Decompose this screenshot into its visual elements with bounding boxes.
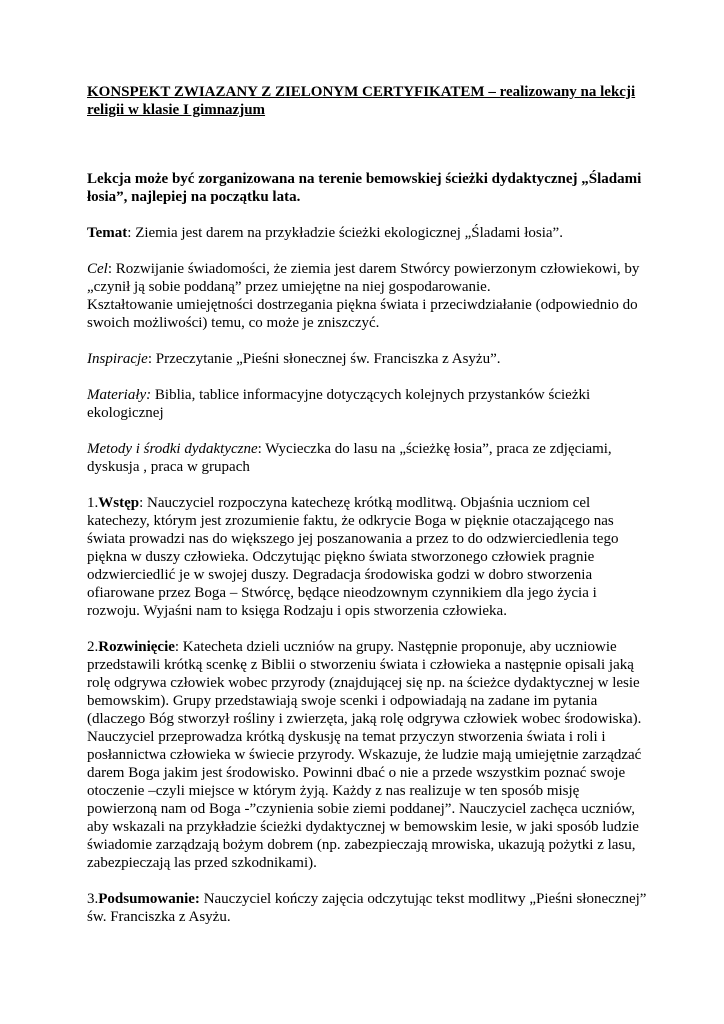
cel-text-2: Kształtowanie umiejętności dostrzegania piękna świata i przeciwdziałanie (odpowiednio do swoich możliwości) temu, co może je zniszczyć. [87,297,638,331]
materialy-paragraph [87,386,647,422]
wstep-paragraph [87,494,647,620]
inspiracje-label: Inspiracje [87,351,148,367]
podsumowanie-number: 3. [87,891,99,907]
metody-label: Metody i środki dydaktyczne [87,441,258,457]
inspiracje-text: : Przeczytanie „Pieśni słonecznej św. Franciszka z Asyżu”. [147,351,501,367]
cel-label: Cel [87,261,108,277]
rozwiniecie-number: 2. [87,639,99,655]
cel-section [87,260,647,332]
cel-text-1: : Rozwijanie świadomości, że ziemia jest darem Stwórcy powierzonym człowiekowi, by „czynił ją sobie poddaną” przez umiejętne na niej gospodarowanie. [87,261,640,295]
materialy-text: Biblia, tablice informacyjne dotyczących kolejnych przystanków ścieżki ekologicznej [87,387,591,421]
materialy-label: Materiały: [87,387,152,403]
temat-paragraph [87,224,647,242]
rozwiniecie-paragraph [87,638,647,872]
wstep-text: : Nauczyciel rozpoczyna katechezę krótką modlitwą. Objaśnia uczniom cel katechezy, którym jest zrozumienie faktu, że odkrycie Boga w pięknie otaczającego nas świata prowadzi nas do większego jej poszanowania a przez to do odzwierciedlenia tego piękna w duszy człowieka. Odczytując piękno świata stworzonego człowiek pragnie odzwierciedlić je w swojej duszy. Degradacja środowiska godzi w dobro stworzenia ofiarowane przez Boga – Stwórcę, będące nieodzownym czynnikiem dla jego życia i rozwoju. Wyjaśni nam to księga Rodzaju i opis stworzenia człowieka. [87,495,619,619]
inspiracje-paragraph [87,350,647,368]
cel-paragraph [87,260,647,296]
rozwiniecie-text: : Katecheta dzieli uczniów na grupy. Następnie proponuje, aby uczniowie przedstawili krótką scenkę z Biblii o stworzeniu świata i człowieka a następnie opisali jaką rolę odgrywa człowiek wobec przyrody (znajdującej się np. na ścieżce dydaktycznej w lesie bemowskim). Grupy przedstawiają swoje scenki i odpowiadają na zadane im pytania (dlaczego Bóg stworzył rośliny i zwierzęta, jaką rolę odgrywa człowiek wobec środowiska). Nauczyciel przeprowadza krótką dyskusję na temat przyczyn stworzenia świata i roli i posłannictwa człowieka w świecie przyrody. Wskazuje, że ludzie mają umiejętnie zarządzać darem Boga jakim jest środowisko. Powinni dbać o nie a przede wszystkim poznać swoje otoczenie –czyli miejsce w którym żyją. Każdy z nas realizuje w ten sposób misję powierzoną nam od Boga -”czynienia sobie ziemi poddanej”. Nauczyciel zachęca uczniów, aby wskazali na przykładzie ścieżki dydaktycznej w bemowskim lesie, w jaki sposób ludzie świadomie zarządzają bożym dobrem (np. zabezpieczają mrowiska, ukazują pożytki z lasu, zabezpieczają las przed szkodnikami). [87,639,642,871]
podsumowanie-text: Nauczyciel kończy zajęcia odczytując tekst modlitwy „Pieśni słonecznej” św. Franciszka z Asyżu. [87,891,647,925]
temat-label: Temat [87,225,128,241]
podsumowanie-label: Podsumowanie: [98,891,200,907]
document-page [87,83,647,926]
temat-text: : Ziemia jest darem na przykładzie ścieżki ekologicznej „Śladami łosia”. [127,225,563,241]
podsumowanie-paragraph [87,890,647,926]
wstep-label: Wstęp [98,495,140,511]
document-title: KONSPEKT ZWIAZANY Z ZIELONYM CERTYFIKATEM – realizowany na lekcji religii w klasie I gimnazjum [87,84,636,118]
wstep-number: 1. [87,495,99,511]
intro-paragraph: Lekcja może być zorganizowana na terenie bemowskiej ścieżki dydaktycznej „Śladami łosia”, najlepiej na początku lata. [87,171,642,205]
metody-text: : Wycieczka do lasu na „ścieżkę łosia”, praca ze zdjęciami, dyskusja , praca w grupach [87,441,612,475]
metody-paragraph [87,440,647,476]
rozwiniecie-label: Rozwinięcie [98,639,175,655]
